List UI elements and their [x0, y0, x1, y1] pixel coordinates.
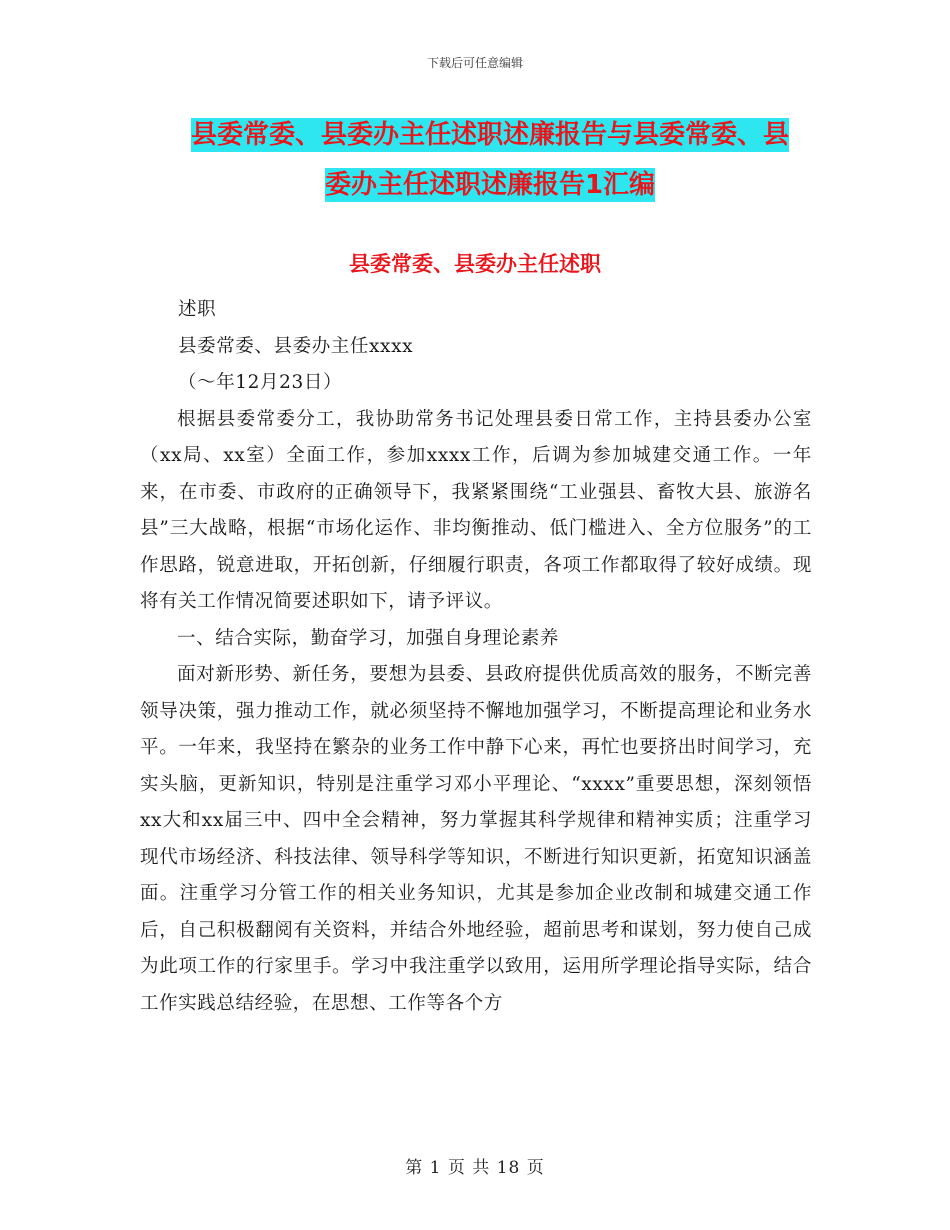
- heading-shuzhi: 述职: [178, 299, 217, 320]
- heading-author: 县委常委、县委办主任xxxx: [178, 335, 414, 357]
- date-line: （～年12月23日）: [178, 372, 343, 393]
- paragraph: 面对新形势、新任务，要想为县委、县政府提供优质高效的服务，不断完善领导决策，强力推动工作，就必须坚持不懈地加强学习，不断提高理论和业务水平。一年来，我坚持在繁杂的业务工作中静下心来，再忙也要挤出时间学习，充实头脑，更新知识，特别是注重学习邓小平理论、“xxxx”重要思想，深刻领悟xx大和xx届三中、四中全会精神，努力掌握其科学规律和精神实质；注重学习现代市场经济、科技法律、领导科学等知识，不断进行知识更新，拓宽知识涵盖面。注重学习分管工作的相关业务知识，尤其是参加企业改制和城建交通工作后，自己积极翻阅有关资料，并结合外地经验，超前思考和谋划，努力使自己成为此项工作的行家里手。学习中我注重学以致用，运用所学理论指导实际，结合工作实践总结经验，在思想、工作等各个方: [140, 664, 812, 1014]
- document-body: [140, 292, 812, 1022]
- paragraph: 根据县委常委分工，我协助常务书记处理县委日常工作，主持县委办公室（xx局、xx室）全面工作，参加xxxx工作，后调为参加城建交通工作。一年来，在市委、市政府的正确领导下，我紧紧围绕“工业强县、畜牧大县、旅游名县”三大战略，根据“市场化运作、非均衡推动、低门槛进入、全方位服务”的工作思路，锐意进取，开拓创新，仔细履行职责，各项工作都取得了较好成绩。现将有关工作情况简要述职如下，请予评议。: [140, 408, 812, 612]
- document-title: [140, 110, 840, 210]
- title-line-2: 委办主任述职述廉报告1汇编: [324, 170, 656, 200]
- title-line-1: 县委常委、县委办主任述职述廉报告与县委常委、县: [190, 120, 789, 150]
- header-note: 下载后可任意编辑: [426, 56, 523, 70]
- page-footer: 第 1 页 共 18 页: [405, 1158, 545, 1178]
- subheading: 一、结合实际，勤奋学习，加强自身理论素养: [177, 627, 560, 649]
- section-title: 县委常委、县委办主任述职: [349, 252, 601, 276]
